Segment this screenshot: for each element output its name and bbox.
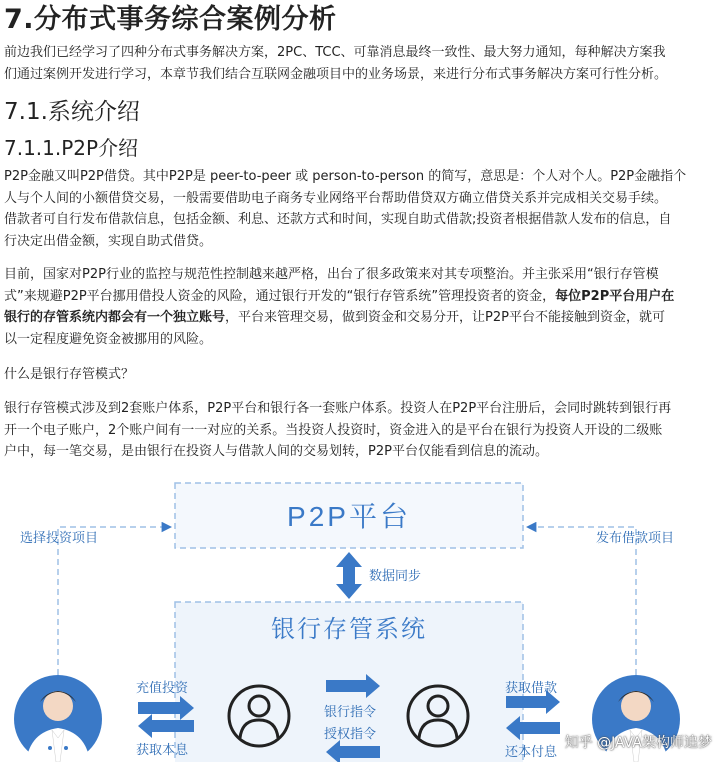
watermark: 知乎 @JAVA架构师追梦 bbox=[564, 735, 712, 751]
recharge-label: 充值投资 bbox=[136, 680, 189, 695]
regulation-text: ，平台来管理交易，做到资金和交易分开，让P2P平台不能接触到资金，就可 bbox=[225, 310, 665, 325]
auth-command-label: 授权指令 bbox=[324, 726, 377, 741]
publish-loan-label: 发布借款项目 bbox=[596, 530, 675, 545]
answer-line: 银行存管模式涉及到2套账户体系，P2P平台和银行各一套账户体系。投资人在P2P平台注册后，会同时跳转到银行再 bbox=[4, 401, 672, 416]
regulation-text: 式”来规避P2P平台挪用借投人资金的风险，通过银行开发的“银行存管系统”管理投资者的资金， bbox=[4, 288, 556, 304]
answer-line: 户中，每一笔交易，是由银行在投资人与借款人间的交易划转，P2P平台仅能看到信息的流动。 bbox=[4, 444, 548, 459]
answer-line: 开一个电子账户，2个账户间有一一对应的关系。当投资人投资时，资金进入的是平台在银行为投资人开设的二级账 bbox=[4, 422, 663, 438]
regulation-line: 目前，国家对P2P行业的监控与规范性控制越来越严格，出台了很多政策来对其专项整治。并主张采用“银行存管模 bbox=[4, 267, 659, 282]
question-text bbox=[4, 364, 716, 386]
regulation-line: 以一定程度避免资金被挪用的风险。 bbox=[4, 331, 213, 347]
regulation-bold-text: 银行的存管系统内都会有一个独立账号 bbox=[4, 310, 226, 325]
bank-custody-paragraph bbox=[4, 398, 716, 463]
get-principal-label: 获取本息 bbox=[136, 742, 189, 757]
bank-custody-label: 银行存管系统 bbox=[271, 616, 427, 643]
regulation-paragraph bbox=[4, 264, 716, 350]
regulation-bold-text: 每位P2P平台用户在 bbox=[555, 288, 675, 304]
invest-flow-line bbox=[58, 527, 170, 675]
p2p-line: 行决定出借金额，实现自助式借贷。 bbox=[4, 233, 213, 249]
regulation-line bbox=[4, 286, 716, 308]
p2p-line: 人与个人间的小额借贷交易，一般需要借助电子商务专业网络平台帮助借贷双方确立借贷关系并完成相关交易手续。 bbox=[4, 190, 668, 206]
intro-paragraph bbox=[4, 42, 716, 85]
bank-custody-diagram bbox=[0, 470, 720, 762]
p2p-line: P2P金融又叫P2P借贷。其中P2P是 peer-to-peer 或 person-to-person 的简写，意思是：个人对个人。P2P金融指个 bbox=[4, 169, 687, 184]
get-loan-label: 获取借款 bbox=[505, 680, 558, 695]
intro-line: 前边我们已经学习了四种分布式事务解决方案，2PC、TCC、可靠消息最终一致性、最大努力通知，每种解决方案我 bbox=[4, 45, 666, 60]
intro-line: 们通过案例开发进行学习，本章节我们结合互联网金融项目中的业务场景，来进行分布式事务解决方案可行性分析。 bbox=[4, 66, 668, 82]
bank-command-label: 银行指令 bbox=[324, 704, 377, 719]
p2p-line: 借款者可自行发布借款信息，包括金额、利息、还款方式和时间，实现自助式借款;投资者根据借款人发布的信息，自 bbox=[4, 212, 672, 227]
section-heading: 7.1.系统介绍 bbox=[4, 99, 140, 125]
data-sync-label: 数据同步 bbox=[369, 568, 422, 583]
data-sync-arrow bbox=[336, 552, 362, 599]
subsection-heading: 7.1.1.P2P介绍 bbox=[4, 136, 139, 160]
choose-project-label: 选择投资项目 bbox=[20, 530, 99, 545]
p2p-platform-label: P2P平台 bbox=[287, 501, 411, 532]
p2p-intro-paragraph bbox=[4, 166, 716, 252]
repay-label: 还本付息 bbox=[505, 744, 558, 759]
borrow-flow-line bbox=[528, 527, 636, 675]
regulation-line bbox=[4, 307, 716, 329]
page-title: 7.分布式事务综合案例分析 bbox=[4, 4, 337, 35]
question-line: 什么是银行存管模式？ bbox=[4, 367, 135, 382]
investor-avatar-icon bbox=[14, 675, 102, 762]
